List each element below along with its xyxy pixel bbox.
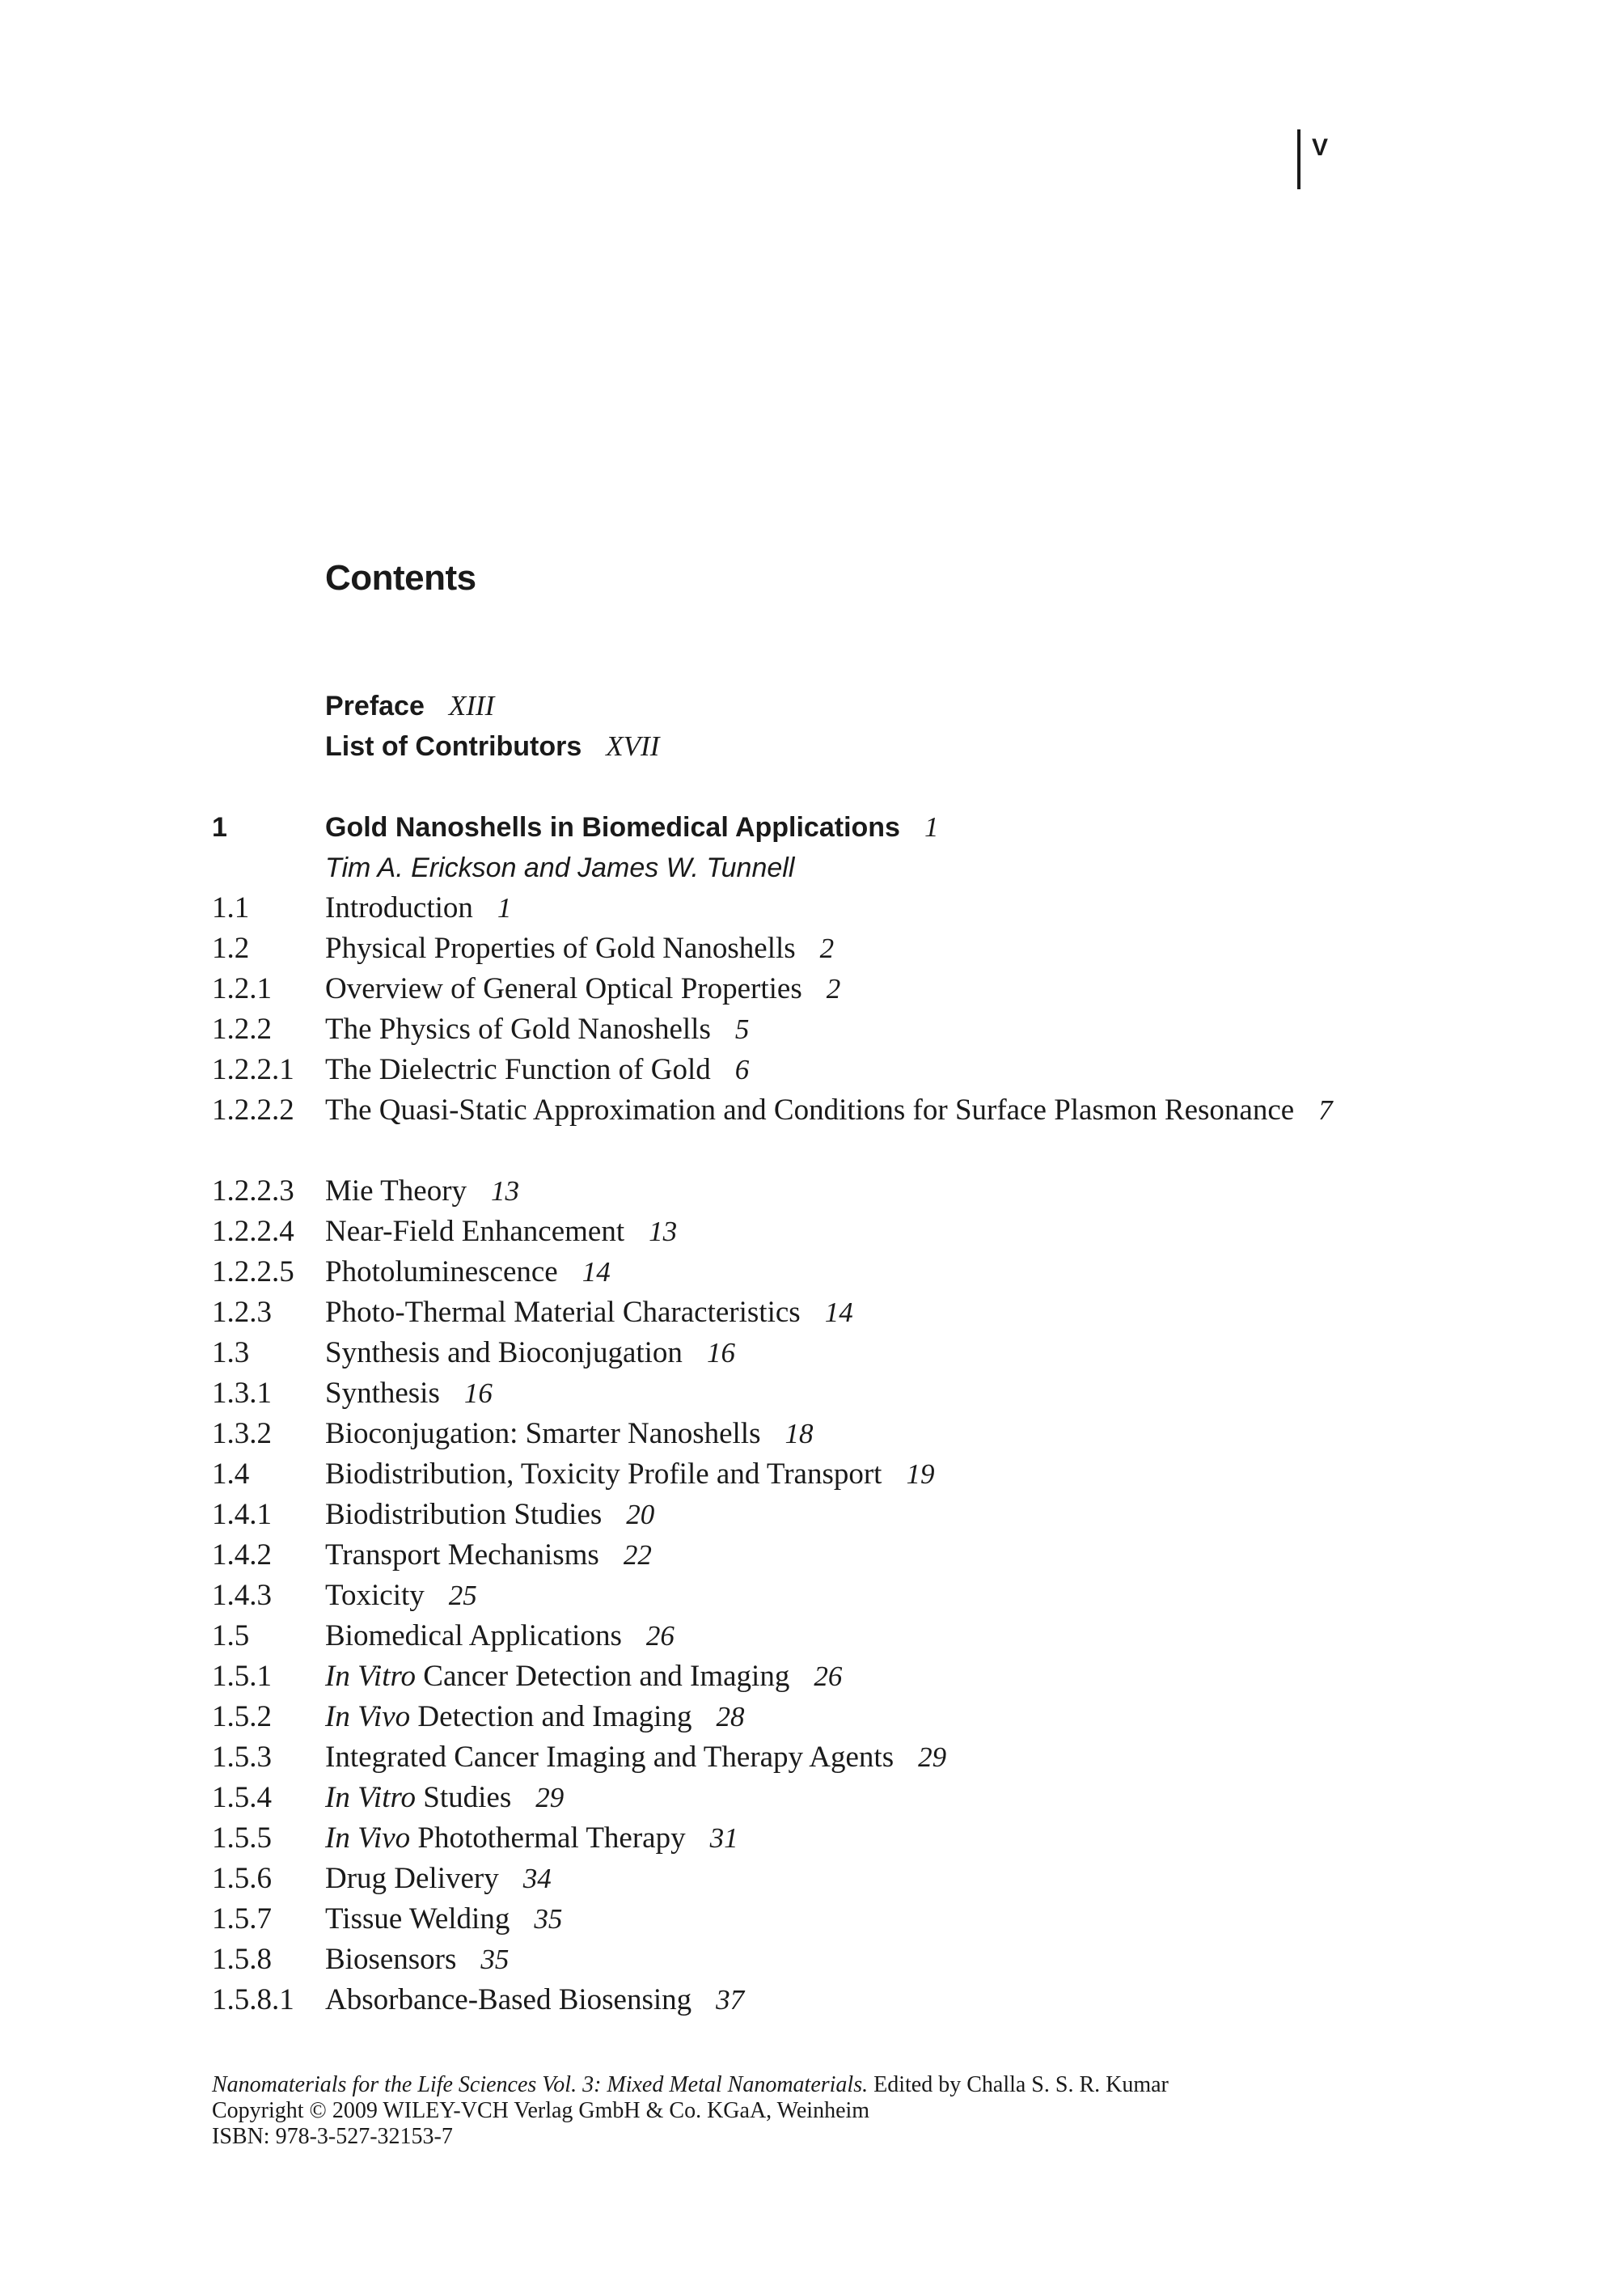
toc-section-number: 1.4 (212, 1457, 250, 1491)
toc-row (212, 1778, 1474, 1818)
toc-entry-text (325, 929, 1474, 969)
toc-entry-text (325, 1616, 1474, 1656)
toc-section-title: Biodistribution, Toxicity Profile and Transport (325, 1457, 882, 1491)
toc-section-number: 1.5.5 (212, 1821, 272, 1855)
toc-row (212, 1050, 1474, 1090)
toc-entry-text (325, 1980, 1474, 2020)
toc-row (212, 1616, 1474, 1656)
toc-entry-text (325, 1495, 1474, 1535)
toc-section-title: Biomedical Applications (325, 1619, 622, 1652)
toc-section-title: Toxicity (325, 1579, 425, 1612)
toc-page-number: 16 (463, 1377, 493, 1409)
toc-entry-text (325, 1414, 1474, 1454)
table-of-contents (212, 807, 1474, 2020)
toc-section-number: 1.3.2 (212, 1417, 272, 1450)
toc-section-number: 1.4.2 (212, 1538, 272, 1572)
toc-entry-text (325, 1899, 1474, 1940)
toc-section-title: Bioconjugation: Smarter Nanoshells (325, 1417, 761, 1450)
toc-section-title: Photoluminescence (325, 1255, 558, 1288)
toc-row (212, 1009, 1474, 1050)
toc-section-title: The Dielectric Function of Gold (325, 1053, 711, 1086)
toc-section-title: Studies (416, 1781, 512, 1814)
toc-entry-text (325, 1940, 1474, 1980)
toc-row (212, 1252, 1474, 1292)
toc-section-number: 1.2.2.2 (212, 1094, 294, 1127)
copyright-footer (212, 2072, 1169, 2150)
toc-page-number: 5 (734, 1013, 750, 1045)
footer-book-line (212, 2072, 1169, 2098)
toc-section-number: 1.4.3 (212, 1579, 272, 1612)
toc-page-number: 16 (706, 1337, 735, 1369)
toc-section-title: Tim A. Erickson and James W. Tunnell (325, 852, 795, 883)
toc-entry-text (325, 1656, 1474, 1697)
toc-entry-text (325, 1292, 1474, 1333)
toc-row (212, 929, 1474, 969)
toc-row (212, 1980, 1474, 2020)
toc-section-title: Gold Nanoshells in Biomedical Applications (325, 812, 900, 843)
toc-row (212, 1495, 1474, 1535)
toc-section-number: 1 (212, 812, 227, 843)
toc-italic-prefix: In Vivo (325, 1700, 411, 1733)
toc-section-number: 1.5.2 (212, 1700, 272, 1733)
toc-section-number: 1.5.1 (212, 1660, 272, 1693)
toc-section-number: 1.4.1 (212, 1498, 272, 1531)
toc-row (212, 1454, 1474, 1495)
toc-page-number: 19 (906, 1458, 935, 1490)
toc-page-number: 37 (716, 1984, 745, 2016)
toc-entry-text (325, 1252, 1474, 1292)
toc-section-number: 1.2.2.5 (212, 1255, 294, 1288)
toc-page-number: 26 (814, 1661, 843, 1692)
toc-section-title: Biodistribution Studies (325, 1498, 603, 1531)
toc-entry-text (325, 1212, 1474, 1252)
toc-section-number: 1.5.8.1 (212, 1983, 294, 2016)
toc-entry-text (325, 848, 1474, 888)
toc-page-number: 6 (734, 1054, 750, 1085)
front-matter-label: Preface (325, 691, 425, 721)
toc-entry-text (325, 1535, 1474, 1576)
toc-section-title: Detection and Imaging (410, 1700, 692, 1733)
toc-section-title: Overview of General Optical Properties (325, 972, 802, 1005)
front-matter-item (325, 686, 659, 726)
toc-entry-text (325, 1090, 1474, 1131)
toc-section-number: 1.5.6 (212, 1862, 272, 1895)
front-matter-page: XIII (448, 690, 495, 721)
toc-page-number: 28 (716, 1701, 745, 1732)
toc-row (212, 1090, 1474, 1171)
toc-row (212, 969, 1474, 1009)
toc-section-title: Synthesis and Bioconjugation (325, 1336, 683, 1369)
toc-section-title: Tissue Welding (325, 1902, 510, 1936)
toc-page-number: 18 (785, 1418, 814, 1449)
toc-entry-text (325, 807, 1474, 848)
toc-section-title: The Physics of Gold Nanoshells (325, 1013, 711, 1046)
toc-row (212, 1697, 1474, 1737)
toc-row (212, 1576, 1474, 1616)
toc-section-number: 1.2.1 (212, 972, 272, 1005)
toc-row (212, 1737, 1474, 1778)
toc-entry-text (325, 1333, 1474, 1373)
toc-section-title: Photothermal Therapy (410, 1821, 686, 1855)
toc-entry-text (325, 1818, 1474, 1859)
toc-section-title: Cancer Detection and Imaging (416, 1660, 790, 1693)
toc-page-number: 14 (582, 1256, 611, 1288)
toc-section-number: 1.5.4 (212, 1781, 272, 1814)
toc-section-number: 1.3 (212, 1336, 250, 1369)
editor-credit: Edited by Challa S. S. R. Kumar (873, 2072, 1169, 2097)
toc-page-number: 7 (1318, 1094, 1333, 1126)
toc-page-number: 35 (534, 1903, 563, 1935)
toc-entry-text (325, 1050, 1474, 1090)
toc-italic-prefix: In Vitro (325, 1781, 417, 1814)
toc-entry-text (325, 888, 1474, 929)
toc-entry-text (325, 1373, 1474, 1414)
toc-section-number: 1.2.2 (212, 1013, 272, 1046)
folio-rule (1297, 129, 1300, 189)
toc-section-number: 1.5.8 (212, 1943, 272, 1976)
toc-row (212, 1818, 1474, 1859)
toc-page-number: 29 (535, 1782, 565, 1813)
toc-section-number: 1.3.1 (212, 1377, 272, 1410)
toc-entry-text (325, 1778, 1474, 1818)
toc-section-title: The Quasi-Static Approximation and Conditions for Surface Plasmon Resonance (325, 1094, 1295, 1127)
toc-section-title: Absorbance-Based Biosensing (325, 1983, 692, 2016)
toc-section-number: 1.2 (212, 932, 250, 965)
front-matter-page: XVII (606, 730, 660, 762)
toc-section-title: Biosensors (325, 1943, 457, 1976)
toc-section-title: Photo-Thermal Material Characteristics (325, 1296, 801, 1329)
toc-page-number: 35 (480, 1944, 510, 1975)
toc-page-number: 13 (491, 1175, 520, 1207)
toc-chapter-row (212, 807, 1474, 848)
toc-section-title: Near-Field Enhancement (325, 1215, 625, 1248)
front-matter-list (325, 686, 659, 767)
toc-row (212, 888, 1474, 929)
toc-section-number: 1.2.2.1 (212, 1053, 294, 1086)
toc-page-number: 13 (649, 1216, 678, 1247)
toc-italic-prefix: In Vivo (325, 1821, 411, 1855)
toc-entry-text (325, 1576, 1474, 1616)
toc-section-number: 1.2.2.4 (212, 1215, 294, 1248)
toc-row (212, 1292, 1474, 1333)
toc-page-number: 34 (522, 1863, 552, 1894)
toc-entry-text (325, 1859, 1474, 1899)
toc-page-number: 14 (824, 1297, 853, 1328)
toc-page-number: 25 (448, 1580, 477, 1611)
front-matter-label: List of Contributors (325, 731, 582, 762)
toc-section-title: Mie Theory (325, 1174, 467, 1208)
toc-entry-text (325, 1171, 1474, 1212)
toc-section-title: Integrated Cancer Imaging and Therapy Agents (325, 1741, 894, 1774)
toc-entry-text (325, 1009, 1474, 1050)
toc-page-number: 2 (819, 933, 835, 964)
toc-row (212, 1859, 1474, 1899)
toc-section-number: 1.1 (212, 891, 250, 924)
toc-row (212, 1535, 1474, 1576)
toc-page-number: 22 (623, 1539, 652, 1571)
toc-section-title: Synthesis (325, 1377, 440, 1410)
toc-row (212, 1373, 1474, 1414)
toc-section-title: Drug Delivery (325, 1862, 499, 1895)
toc-section-number: 1.2.3 (212, 1296, 272, 1329)
toc-page-number: 20 (626, 1499, 655, 1530)
toc-row (212, 1212, 1474, 1252)
isbn: ISBN: 978-3-527-32153-7 (212, 2124, 453, 2149)
toc-section-title: Physical Properties of Gold Nanoshells (325, 932, 796, 965)
toc-section-number: 1.5 (212, 1619, 250, 1652)
page-title: Contents (325, 558, 476, 598)
toc-section-number: 1.5.3 (212, 1741, 272, 1774)
page-folio: V (1312, 134, 1329, 161)
toc-entry-text (325, 1737, 1474, 1778)
copyright-notice: Copyright © 2009 WILEY-VCH Verlag GmbH & Co. KGaA, Weinheim (212, 2098, 870, 2123)
toc-row (212, 1899, 1474, 1940)
toc-page-number: 2 (826, 973, 841, 1005)
front-matter-item (325, 726, 659, 767)
toc-row (212, 1656, 1474, 1697)
toc-entry-text (325, 969, 1474, 1009)
toc-row (212, 1414, 1474, 1454)
toc-page-number: 26 (645, 1620, 675, 1652)
toc-page-number: 29 (918, 1741, 947, 1773)
toc-section-number: 1.2.2.3 (212, 1174, 294, 1208)
toc-row (212, 1171, 1474, 1212)
toc-row (212, 1333, 1474, 1373)
toc-authors-row (212, 848, 1474, 888)
toc-entry-text (325, 1454, 1474, 1495)
toc-section-title: Transport Mechanisms (325, 1538, 599, 1572)
toc-section-title: Introduction (325, 891, 473, 924)
toc-page-number: 31 (709, 1822, 738, 1854)
toc-italic-prefix: In Vitro (325, 1660, 417, 1693)
toc-section-number: 1.5.7 (212, 1902, 272, 1936)
toc-page-number: 1 (924, 811, 939, 843)
book-title: Nanomaterials for the Life Sciences Vol. 3: Mixed Metal Nanomaterials. (212, 2072, 869, 2097)
toc-page-number: 1 (497, 892, 512, 924)
toc-entry-text (325, 1697, 1474, 1737)
toc-row (212, 1940, 1474, 1980)
